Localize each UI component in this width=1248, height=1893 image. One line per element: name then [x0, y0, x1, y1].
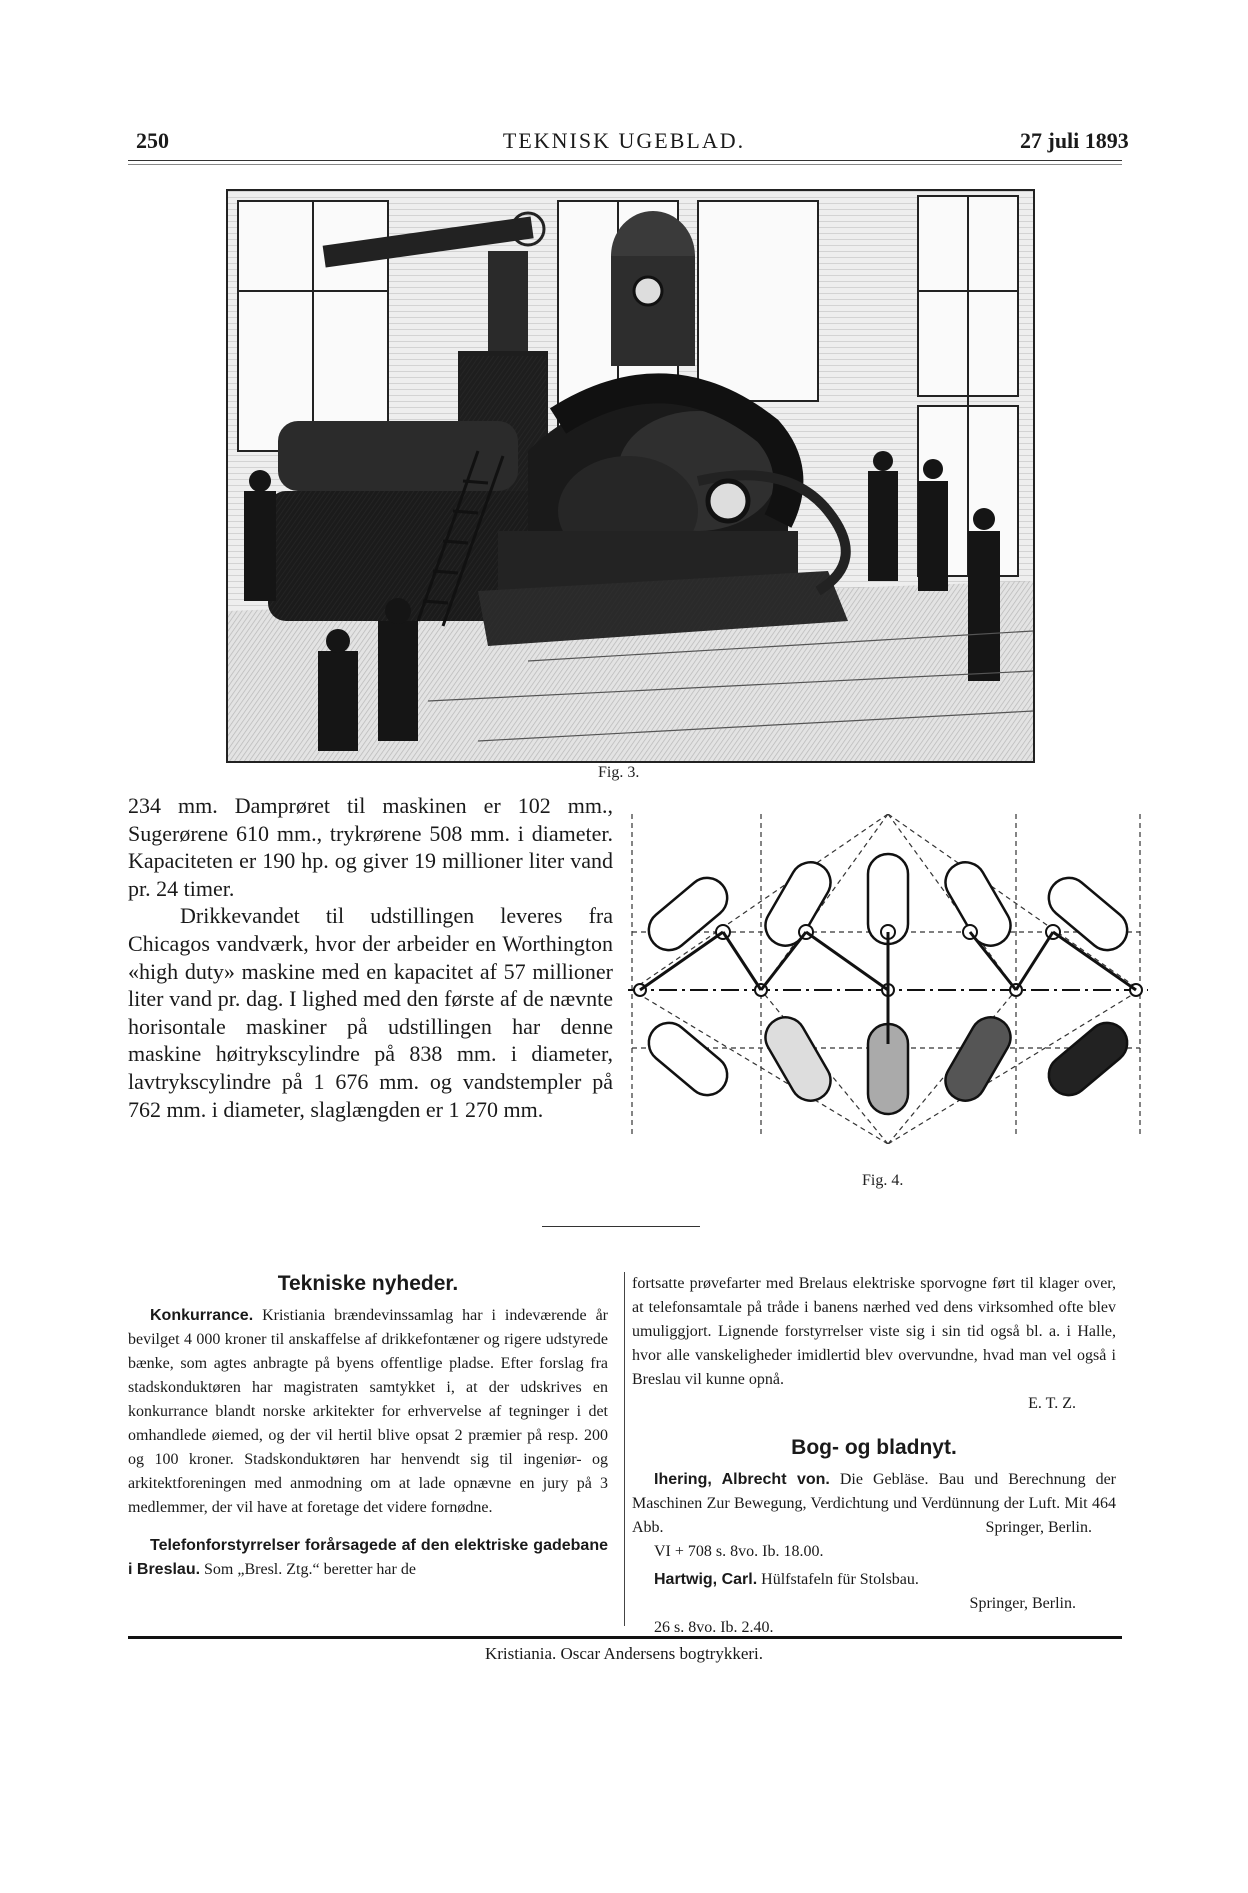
- book-1-publisher: Springer, Berlin.: [985, 1519, 1092, 1536]
- page-number: 250: [136, 128, 169, 153]
- book-2-details: 26 s. 8vo. Ib. 2.40.: [654, 1619, 774, 1636]
- books-heading: Bog- og bladnyt.: [791, 1436, 957, 1459]
- figure-4-caption: Fig. 4.: [862, 1172, 904, 1189]
- book-1-text: Die Gebläse. Bau und Berechnung der Maschinen Zur Bewegung, Verdichtung und Verdünnung der Luft. Mit 464 Abb.: [632, 1471, 1117, 1536]
- main-article-text: [128, 792, 613, 1123]
- book-1-author: Ihering, Albrecht von.: [654, 1471, 830, 1488]
- footer-rule: [128, 1636, 1122, 1639]
- journal-title: TEKNISK UGEBLAD.: [502, 128, 746, 153]
- news-item-2-text: Som „Bresl. Ztg.“ beretter har de: [204, 1561, 416, 1578]
- news-heading: Tekniske nyheder.: [277, 1272, 459, 1295]
- news-item-1-title: Konkurrance.: [150, 1307, 254, 1324]
- column-divider: [624, 1272, 625, 1626]
- main-paragraph-2: Drikkevandet til udstillingen leveres fra Chicagos vandværk, hvor der arbeider en Worthington «high duty» maskine med en kapacitet af 57 millioner liter vand pr. dag. I lighed med den første af de nævnte horisontale maskiner på udstillingen har denne maskine høitrykscylindre på 838 mm. i diameter, lavtrykscylindre på 1 676 mm. og vandstempler på 762 mm. i diameter, slaglængden er 1 270 mm.: [128, 903, 613, 1122]
- news-column-left: [128, 1272, 608, 1582]
- section-separator: [542, 1226, 700, 1227]
- figure-3-caption: Fig. 3.: [598, 764, 640, 781]
- book-2-author: Hartwig, Carl.: [654, 1571, 758, 1588]
- figure-3-engraving: [226, 189, 1035, 763]
- header-rule: [128, 160, 1122, 161]
- figure-4-diagram: [628, 814, 1148, 1144]
- news-column-right: [632, 1272, 1116, 1640]
- header-rule-thin: [128, 164, 1122, 165]
- book-1-details: VI + 708 s. 8vo. Ib. 18.00.: [654, 1543, 824, 1560]
- book-2-text: Hülfstafeln für Stolsbau.: [761, 1571, 919, 1588]
- news-item-2-source: E. T. Z.: [1028, 1395, 1076, 1412]
- printer-imprint: Kristiania. Oscar Andersens bogtrykkeri.: [484, 1644, 764, 1663]
- news-item-2-continued: fortsatte prøvefarter med Brelaus elektriske sporvogne ført til klager over, at telefonsamtale på tråde i banens nærhed ved dens virksomhed ofte blev umuliggjort. Lignende forstyrrelser viste sig i sin tid også bl. a. i Halle, hvor alle vanskeligheder imidlertid blev overvundne, hvad man vel også i Breslau vil kunne opnå.: [632, 1275, 1116, 1388]
- news-item-2-title: Telefonforstyrrelser forårsagede af den elektriske gadebane i Breslau.: [128, 1537, 608, 1578]
- issue-date: 27 juli 1893: [1020, 128, 1129, 153]
- pumping-engine-illustration: [228, 191, 1033, 761]
- valve-positions-diagram: [628, 814, 1148, 1144]
- book-2-publisher: Springer, Berlin.: [969, 1595, 1076, 1612]
- news-item-1-text: Kristiania brændevinssamlag har i indeværende år bevilget 4 000 kroner til anskaffelse af drikkefontæner og rigere udstyrede bænke, som agtes anbragte på byens offentlige pladse. Efter forslag fra stadskonduktøren har magistraten samtykket i, at der udskrives en konkurrance blandt norske arkitekter for erhvervelse af tegninger i det omhandlede øiemed, og der vil hertil blive opsat 2 præmier på resp. 200 og 100 kroner. Stadskonduktøren har henvendt sig til ingeniør- og arkitektforeningen med anmodning om at lade opnævne en jury på 3 medlemmer, der vil have at foretage det videre fornødne.: [128, 1307, 608, 1516]
- main-paragraph-1: 234 mm. Damprøret til maskinen er 102 mm., Sugerørene 610 mm., trykrørene 508 mm. i diameter. Kapaciteten er 190 hp. og giver 19 millioner liter vand pr. 24 timer.: [128, 793, 613, 901]
